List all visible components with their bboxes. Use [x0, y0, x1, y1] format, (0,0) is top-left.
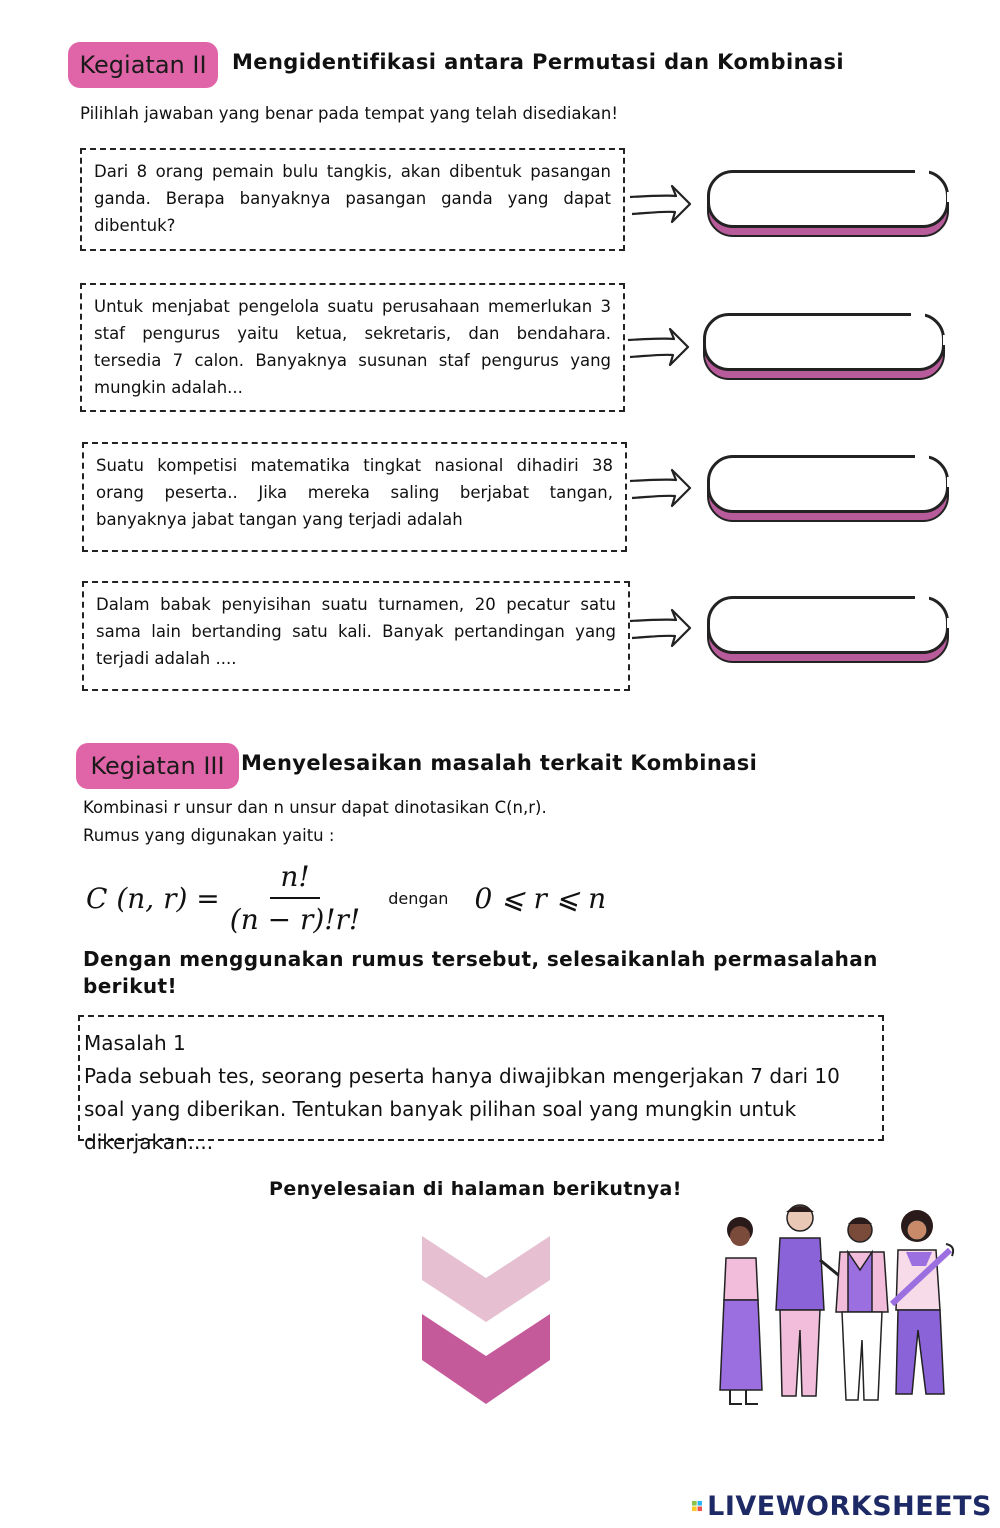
- arrow-right-icon: [626, 325, 692, 371]
- answer-input-3[interactable]: [707, 455, 949, 513]
- question-box-2: [80, 283, 625, 412]
- kegiatan-ii-title: Mengidentifikasi antara Permutasi dan Kombinasi: [232, 50, 844, 74]
- question-text-2: Untuk menjabat pengelola suatu perusahaan memerlukan 3 staf pengurus yaitu ketua, sekretaris, dan bendahara. tersedia 7 calon. Banyaknya susunan staf pengurus yang mungkin adalah...: [94, 297, 611, 397]
- question-text-3: Suatu kompetisi matematika tingkat nasional dihadiri 38 orang peserta.. Jika mereka saling berjabat tangan, banyaknya jabat tangan yang terjadi adalah: [96, 456, 613, 529]
- formula-numerator: n!: [270, 860, 319, 899]
- kegiatan-ii-badge-label: Kegiatan II: [79, 51, 207, 79]
- kegiatan-iii-badge-label: Kegiatan III: [90, 752, 225, 780]
- answer-slot-2: [703, 313, 949, 383]
- people-illustration: [712, 1200, 957, 1412]
- kegiatan-ii-badge: [68, 42, 218, 88]
- instruction-text: Pilihlah jawaban yang benar pada tempat yang telah disediakan!: [80, 104, 618, 123]
- question-box-1: [80, 148, 625, 251]
- arrow-right-icon: [628, 606, 694, 652]
- answer-slot-3: [707, 455, 953, 525]
- combination-formula: [86, 858, 646, 938]
- masalah-label: Masalah 1: [84, 1031, 186, 1055]
- formula-dengan: dengan: [388, 888, 449, 908]
- answer-slot-4: [707, 596, 953, 666]
- answer-gap: [915, 595, 929, 600]
- answer-gap: [915, 169, 929, 174]
- answer-gap: [947, 618, 952, 628]
- kegiatan-iii-badge: [76, 743, 239, 789]
- question-text-4: Dalam babak penyisihan suatu turnamen, 20 pecatur satu sama lain bertanding satu kali. Banyak pertandingan yang terjadi adalah ....: [96, 595, 616, 668]
- masalah-box: [78, 1015, 884, 1154]
- formula-condition: 0 ⩽ r ⩽ n: [474, 881, 607, 915]
- answer-gap: [943, 335, 948, 345]
- answer-input-1[interactable]: [707, 170, 949, 228]
- liveworksheets-logo: [692, 1490, 992, 1522]
- chevron-down-icon: [420, 1232, 552, 1412]
- question-box-3: [82, 442, 627, 552]
- answer-gap: [911, 312, 925, 317]
- arrow-right-icon: [628, 182, 694, 228]
- formula-lhs: C (n, r) =: [86, 881, 220, 915]
- logo-text: LIVEWORKSHEETS: [707, 1490, 992, 1522]
- intro-line-2: Rumus yang digunakan yaitu :: [83, 826, 335, 845]
- formula-denominator: (n − r)!r!: [229, 903, 361, 936]
- arrow-right-icon: [628, 466, 694, 512]
- formula-fraction: [230, 860, 360, 936]
- answer-gap: [947, 477, 952, 487]
- question-box-4: [82, 581, 630, 691]
- logo-grid-icon: [692, 1495, 702, 1517]
- task-instruction: Dengan menggunakan rumus tersebut, selesaikanlah permasalahan berikut!: [83, 947, 878, 998]
- question-text-1: Dari 8 orang pemain bulu tangkis, akan dibentuk pasangan ganda. Berapa banyaknya pasangan ganda yang dapat dibentuk?: [94, 162, 611, 235]
- masalah-text: Pada sebuah tes, seorang peserta hanya diwajibkan mengerjakan 7 dari 10 soal yang diberikan. Tentukan banyak pilihan soal yang mungkin untuk dikerjakan....: [84, 1064, 840, 1154]
- answer-input-2[interactable]: [703, 313, 945, 371]
- answer-gap: [915, 454, 929, 459]
- answer-input-4[interactable]: [707, 596, 949, 654]
- kegiatan-iii-title: Menyelesaikan masalah terkait Kombinasi: [241, 751, 758, 775]
- intro-line-1: Kombinasi r unsur dan n unsur dapat dinotasikan C(n,r).: [83, 798, 547, 817]
- next-page-note: Penyelesaian di halaman berikutnya!: [269, 1178, 682, 1200]
- answer-slot-1: [707, 170, 953, 240]
- answer-gap: [947, 192, 952, 202]
